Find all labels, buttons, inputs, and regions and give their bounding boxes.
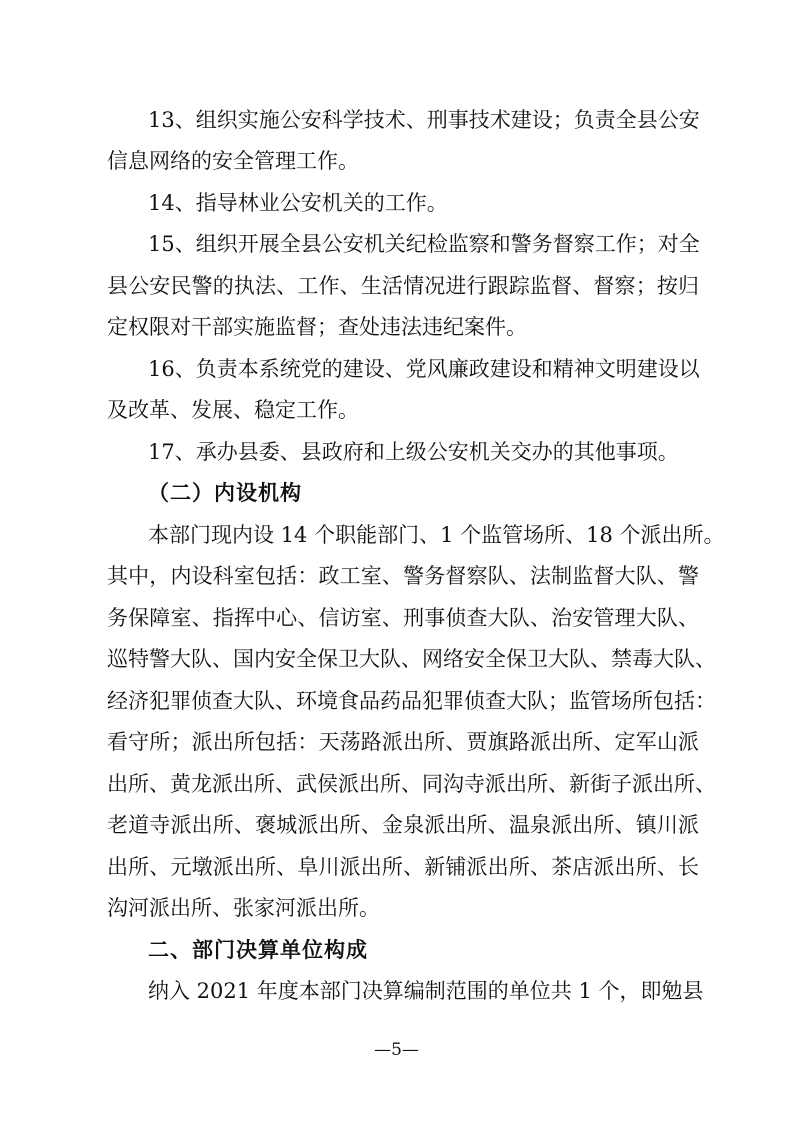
structure-paragraph-line-8: 老道寺派出所、褒城派出所、金泉派出所、温泉派出所、镇川派 (107, 813, 699, 837)
structure-paragraph-line-3: 务保障室、指挥中心、信访室、刑事侦查大队、治安管理大队、 (107, 606, 699, 630)
item-15-line-3: 定权限对干部实施监督；查处违法违纪案件。 (107, 315, 527, 339)
structure-paragraph-line-2: 其中，内设科室包括：政工室、警务督察队、法制监督大队、警 (107, 564, 699, 588)
structure-paragraph-line-10: 沟河派出所、张家河派出所。 (107, 896, 380, 920)
item-14-line-1: 14、指导林业公安机关的工作。 (148, 191, 448, 215)
item-13-line-2: 信息网络的安全管理工作。 (107, 149, 359, 173)
item-17-line-1: 17、承办县委、县政府和上级公安机关交办的其他事项。 (148, 440, 679, 464)
item-13-line-1: 13、组织实施公安科学技术、刑事技术建设；负责全县公安 (148, 108, 700, 132)
page-number: —5— (374, 1040, 419, 1060)
structure-paragraph-line-9: 出所、元墩派出所、阜川派出所、新铺派出所、茶店派出所、长 (107, 855, 699, 879)
item-15-line-1: 15、组织开展全县公安机关纪检监察和警务督察工作；对全 (148, 232, 700, 256)
section-heading-budget-units: 二、部门决算单位构成 (148, 938, 368, 962)
item-16-line-2: 及改革、发展、稳定工作。 (107, 398, 359, 422)
budget-units-paragraph-line-1: 纳入 2021 年度本部门决算编制范围的单位共 1 个，即勉县 (148, 979, 704, 1003)
structure-paragraph-line-1: 本部门现内设 14 个职能部门、1 个监管场所、18 个派出所。 (148, 523, 725, 547)
item-16-line-1: 16、负责本系统党的建设、党风廉政建设和精神文明建设以 (148, 357, 700, 381)
structure-paragraph-line-4: 巡特警大队、国内安全保卫大队、网络安全保卫大队、禁毒大队、 (107, 647, 716, 671)
section-heading-internal-structure: （二）内设机构 (148, 481, 302, 505)
structure-paragraph-line-7: 出所、黄龙派出所、武侯派出所、同沟寺派出所、新街子派出所、 (107, 772, 716, 796)
structure-paragraph-line-5: 经济犯罪侦查大队、环境食品药品犯罪侦查大队；监管场所包括： (107, 689, 716, 713)
item-15-line-2: 县公安民警的执法、工作、生活情况进行跟踪监督、督察；按归 (107, 274, 699, 298)
structure-paragraph-line-6: 看守所；派出所包括：天荡路派出所、贾旗路派出所、定军山派 (107, 730, 699, 754)
